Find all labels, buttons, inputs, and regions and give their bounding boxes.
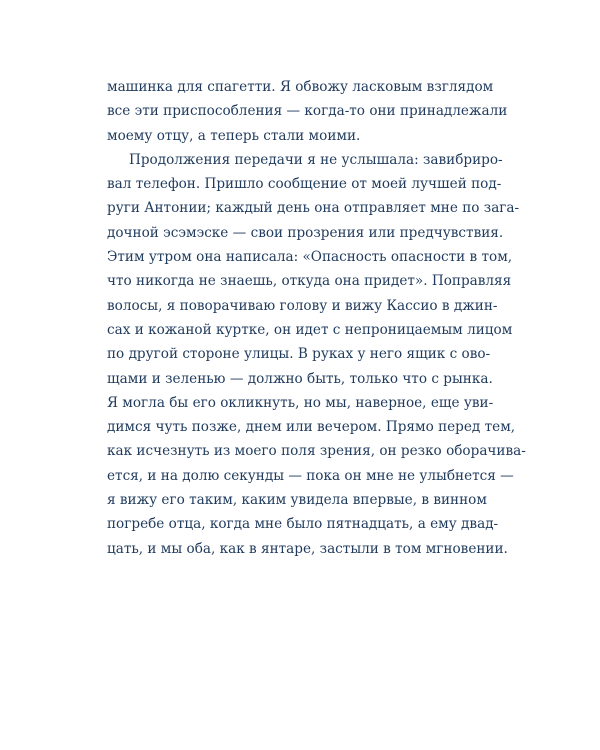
text-line: руги Антонии; каждый день она отправляет мне по зага- [107,200,520,217]
text-line: щами и зеленью — должно быть, только что с рынка. [107,370,493,387]
text-line: Продолжения передачи я не услышала: завибриро- [129,151,503,168]
text-line: ется, и на долю секунды — пока он мне не улыбнется — [107,467,514,484]
text-line: волосы, я поворачиваю голову и вижу Кассио в джин- [107,297,498,314]
text-line: как исчезнуть из моего поля зрения, он резко оборачива- [107,443,526,460]
text-line: все эти приспособления — когда-то они принадлежали [107,103,508,120]
text-line: дочной эсэмэске — свои прозрения или предчувствия. [107,224,504,241]
text-line: вал телефон. Пришло сообщение от моей лучшей под- [107,176,502,193]
text-line: погребе отца, когда мне было пятнадцать, а ему двад- [107,516,499,533]
text-line: Я могла бы его окликнуть, но мы, наверное, еще уви- [107,394,494,411]
paragraph-2 [107,148,526,561]
text-line: машинка для спагетти. Я обвожу ласковым взглядом [107,79,494,95]
paragraph-1 [107,75,508,148]
text-line: димся чуть позже, днем или вечером. Прямо перед тем, [107,419,516,436]
text-line: я вижу его таким, каким увидела впервые, в винном [107,492,487,509]
text-line: Этим утром она написала: «Опасность опасности в том, [107,249,513,266]
text-line: по другой стороне улицы. В руках у него ящик с ово- [107,346,491,363]
body-text [107,75,526,561]
text-line: сах и кожаной куртке, он идет с непроницаемым лицом [107,321,513,338]
text-line: цать, и мы оба, как в янтаре, застыли в том мгновении. [107,540,508,557]
text-line: что никогда не знаешь, откуда она придет». Поправляя [107,273,512,290]
text-line: моему отцу, а теперь стали моими. [107,127,361,144]
